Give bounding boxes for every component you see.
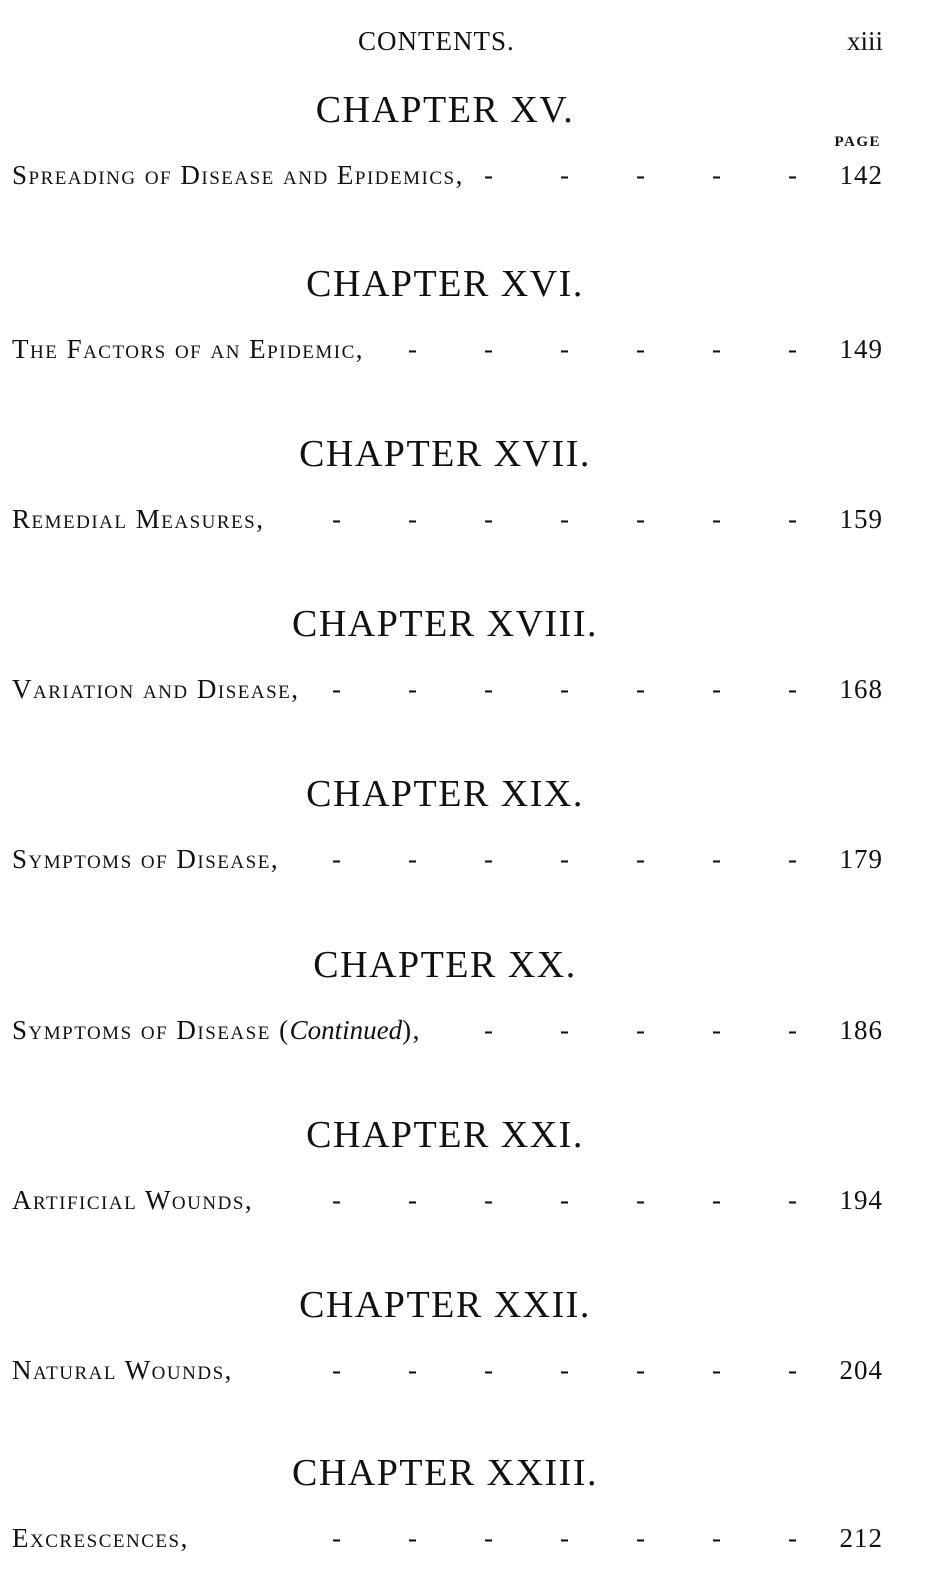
dot-leader: - — [636, 334, 647, 364]
dot-leader: - — [788, 504, 799, 534]
chapter-heading: CHAPTER XVII. — [299, 433, 591, 475]
dot-leader: - — [788, 844, 799, 874]
dot-leader: - — [332, 844, 343, 874]
dot-leader: - — [788, 1185, 799, 1215]
chapter-heading: CHAPTER XVI. — [306, 263, 584, 305]
toc-entry — [12, 674, 883, 710]
running-title: CONTENTS. — [358, 26, 515, 56]
dot-leader: - — [484, 160, 495, 190]
dot-leader: - — [408, 674, 419, 704]
chapter-heading: CHAPTER XIX. — [306, 773, 584, 815]
chapter-page-number: 204 — [839, 1355, 883, 1385]
chapter-block — [0, 1451, 925, 1571]
dot-leader: - — [408, 1523, 419, 1553]
chapter-title-text: Spreading of Disease and Epidemics, — [12, 160, 464, 190]
dot-leader: - — [712, 504, 723, 534]
chapter-page-number: 179 — [839, 844, 883, 874]
dot-leader: - — [408, 1355, 419, 1385]
dot-leader: - — [636, 674, 647, 704]
dot-leader: - — [484, 334, 495, 364]
chapter-title — [12, 334, 364, 365]
toc-entry — [12, 1355, 883, 1391]
chapter-heading: CHAPTER XVIII. — [292, 603, 598, 645]
chapter-title-text: Variation and Disease, — [12, 674, 300, 704]
dot-leader: - — [560, 674, 571, 704]
dot-leader: - — [560, 1355, 571, 1385]
chapter-title — [12, 504, 264, 535]
toc-entry — [12, 160, 883, 196]
chapter-heading: CHAPTER XV. — [315, 89, 575, 131]
toc-entry — [12, 1523, 883, 1559]
dot-leader: - — [636, 1015, 647, 1045]
chapter-title — [12, 1015, 421, 1046]
dot-leader: - — [560, 334, 571, 364]
chapter-block — [0, 1113, 925, 1233]
dot-leader: - — [332, 674, 343, 704]
dot-leader: - — [636, 160, 647, 190]
chapter-block — [0, 262, 925, 382]
dot-leader: - — [484, 1185, 495, 1215]
page-number: xiii — [846, 26, 883, 56]
dot-leader: - — [408, 334, 419, 364]
chapter-title-italic: Continued — [289, 1015, 403, 1045]
dot-leader: - — [712, 1355, 723, 1385]
chapter-title-text: Excrescences, — [12, 1523, 189, 1553]
chapter-page-number: 142 — [839, 160, 883, 190]
dot-leader: - — [484, 1355, 495, 1385]
chapter-title-text: Symptoms of Disease, — [12, 844, 280, 874]
dot-leader: - — [712, 334, 723, 364]
chapter-page-number: 212 — [839, 1523, 883, 1553]
dot-leader: - — [560, 1523, 571, 1553]
chapter-block — [0, 602, 925, 722]
dot-leader: - — [788, 674, 799, 704]
dot-leader: - — [712, 1015, 723, 1045]
chapter-page-number: 194 — [839, 1185, 883, 1215]
dot-leader: - — [712, 674, 723, 704]
dot-leader: - — [332, 1185, 343, 1215]
dot-leader: - — [560, 1185, 571, 1215]
dot-leader: - — [560, 160, 571, 190]
chapter-title-text: The Factors of an Epidemic, — [12, 334, 365, 364]
dot-leader: - — [484, 1015, 495, 1045]
toc-entry — [12, 334, 883, 370]
toc-entry — [12, 1015, 883, 1051]
running-head — [0, 22, 925, 62]
dot-leader: - — [408, 844, 419, 874]
dot-leader: - — [788, 160, 799, 190]
dot-leader: - — [484, 844, 495, 874]
dot-leader: - — [560, 1015, 571, 1045]
dot-leader: - — [636, 1355, 647, 1385]
page-column-label: PAGE — [834, 134, 881, 150]
dot-leader: - — [408, 1185, 419, 1215]
toc-entry — [12, 504, 883, 540]
dot-leader: - — [332, 504, 343, 534]
chapter-block — [0, 432, 925, 552]
dot-leader: - — [636, 1523, 647, 1553]
chapter-heading: CHAPTER XXII. — [299, 1284, 591, 1326]
chapter-page-number: 149 — [839, 334, 883, 364]
chapter-title — [12, 1185, 253, 1216]
chapter-heading: CHAPTER XX. — [313, 944, 577, 986]
chapter-block — [0, 88, 925, 208]
dot-leader: - — [484, 1523, 495, 1553]
chapter-title — [12, 1523, 189, 1554]
chapter-page-number: 186 — [839, 1015, 883, 1045]
chapter-title — [12, 844, 279, 875]
dot-leader: - — [636, 844, 647, 874]
chapter-title — [12, 1355, 233, 1386]
chapter-title-text: Remedial Measures, — [12, 504, 265, 534]
dot-leader: - — [332, 1523, 343, 1553]
chapter-block — [0, 1283, 925, 1403]
dot-leader: - — [332, 1355, 343, 1385]
chapter-block — [0, 772, 925, 892]
chapter-heading: CHAPTER XXIII. — [292, 1452, 598, 1494]
chapter-title-text: Artificial Wounds, — [12, 1185, 254, 1215]
dot-leader: - — [788, 1015, 799, 1045]
chapter-title — [12, 160, 464, 191]
dot-leader: - — [484, 504, 495, 534]
dot-leader: - — [560, 504, 571, 534]
dot-leader: - — [788, 1355, 799, 1385]
chapter-page-number: 159 — [839, 504, 883, 534]
dot-leader: - — [788, 1523, 799, 1553]
chapter-page-number: 168 — [839, 674, 883, 704]
dot-leader: - — [560, 844, 571, 874]
toc-entry — [12, 1185, 883, 1221]
dot-leader: - — [408, 504, 419, 534]
dot-leader: - — [636, 504, 647, 534]
dot-leader: - — [788, 334, 799, 364]
dot-leader: - — [484, 674, 495, 704]
chapter-title-text: Symptoms of Disease ( — [12, 1015, 290, 1045]
dot-leader: - — [712, 1523, 723, 1553]
chapter-title-suffix: ), — [402, 1015, 421, 1045]
toc-entry — [12, 844, 883, 880]
chapter-title — [12, 674, 300, 705]
dot-leader: - — [712, 844, 723, 874]
chapter-heading: CHAPTER XXI. — [306, 1114, 584, 1156]
dot-leader: - — [712, 160, 723, 190]
dot-leader: - — [712, 1185, 723, 1215]
dot-leader: - — [636, 1185, 647, 1215]
chapter-title-text: Natural Wounds, — [12, 1355, 233, 1385]
chapter-block — [0, 943, 925, 1063]
